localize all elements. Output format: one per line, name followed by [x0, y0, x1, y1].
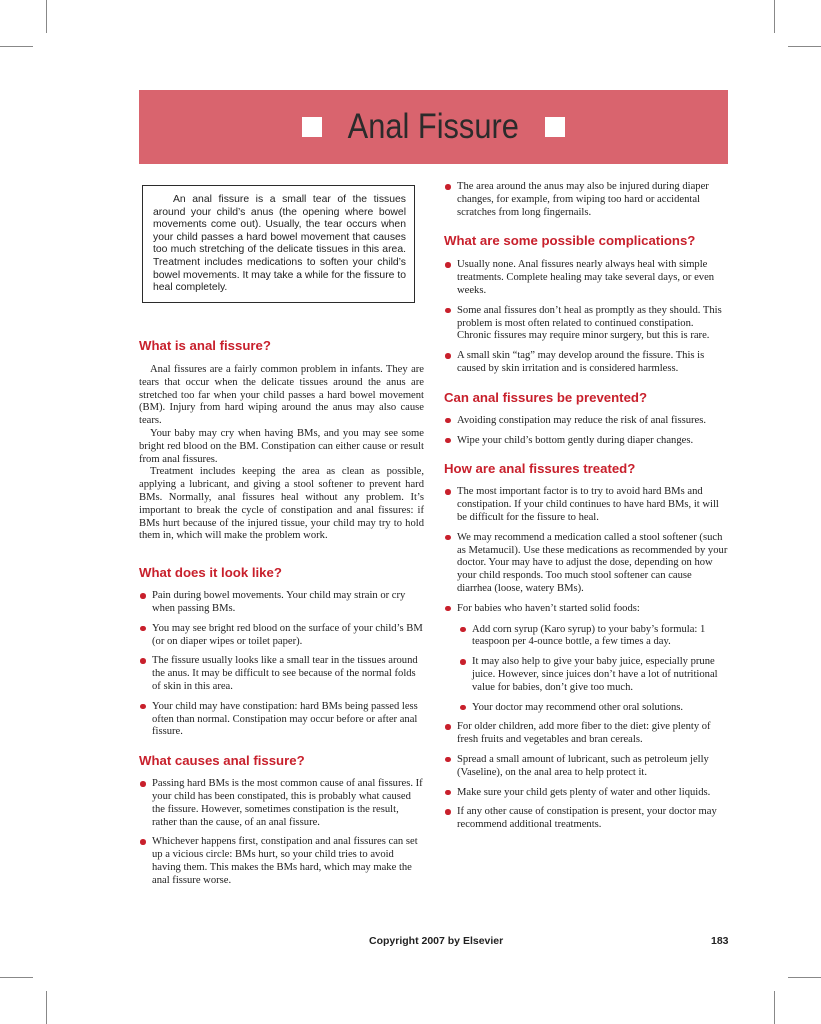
title-banner: [139, 90, 728, 164]
list-item: The most important factor is to try to avoid hard BMs and constipation. If your child continues to have hard BMs, it will be difficult for the fissure to heal.: [444, 486, 729, 524]
bullet-icon: [140, 658, 146, 664]
crop-mark: [774, 0, 775, 33]
list-item: The area around the anus may also be injured during diaper changes, for example, from wiping too hard or accidental scratches from long fingernails.: [444, 181, 729, 219]
bullet-icon: [445, 418, 451, 424]
list-item: Whichever happens first, constipation and anal fissures can set up a vicious circle: BMs hurt, so your child tries to avoid having them. This makes the BMs hard, which may make the anal fissure worse.: [139, 836, 424, 887]
list-item: Wipe your child’s bottom gently during diaper changes.: [444, 435, 729, 448]
complications-list: [444, 259, 729, 375]
list-item: For babies who haven’t started solid foods: Add corn syrup (Karo syrup) to your baby’s formula: 1 teaspoon per 4-ounce bottle, a few times a day. It may also help to give your baby juice, especially prune juice. However, since juices don’t have a lot of nutritional value for babies, don’t give too much. Your doctor may recommend other oral solutions.: [444, 603, 729, 715]
section-heading-treated: How are anal fissures treated?: [444, 461, 636, 477]
crop-mark: [788, 46, 821, 47]
bullet-icon: [445, 262, 451, 268]
bullet-icon: [445, 790, 451, 796]
list-item: You may see bright red blood on the surface of your child’s BM (or on diaper wipes or toilet paper).: [139, 623, 424, 649]
list-item: It may also help to give your baby juice, especially prune juice. However, since juices don’t have a lot of nutritional value for babies, don’t give too much.: [459, 656, 729, 694]
intro-box: [142, 185, 415, 303]
bullet-icon: [140, 781, 146, 787]
copyright-text: Copyright 2007 by Elsevier: [369, 935, 504, 947]
treated-list: [444, 486, 729, 832]
list-item: Your doctor may recommend other oral solutions.: [459, 702, 729, 715]
treated-sub-list: [457, 624, 729, 715]
intro-text: An anal fissure is a small tear of the tissues around your child’s anus (the opening where bowel movements come out). Usually, the tear occurs when your child passes a hard bowel movement that causes too much stretching of the delicate tissues in this area. Treatment includes medications to soften your child’s bowel movements. It may take a while for the fissure to heal completely.: [153, 194, 406, 294]
square-icon: [302, 117, 322, 137]
page-title: Anal Fissure: [347, 107, 520, 146]
list-item: Avoiding constipation may reduce the risk of anal fissures.: [444, 415, 729, 428]
what-is-body: [139, 364, 424, 543]
list-item: A small skin “tag” may develop around the fissure. This is caused by skin irritation and is considered harmless.: [444, 350, 729, 376]
bullet-icon: [445, 489, 451, 495]
bullet-icon: [445, 184, 451, 190]
crop-mark: [0, 46, 33, 47]
list-item: Make sure your child gets plenty of water and other liquids.: [444, 787, 729, 800]
section-heading-prevented: Can anal fissures be prevented?: [444, 389, 648, 405]
bullet-icon: [140, 839, 146, 845]
section-heading-look-like: What does it look like?: [139, 565, 282, 581]
list-item: Spread a small amount of lubricant, such as petroleum jelly (Vaseline), on the anal area to help protect it.: [444, 754, 729, 780]
list-item: We may recommend a medication called a stool softener (such as Metamucil). Use these medications as recommended by your doctor. Your may have to adjust the dose, depending on how your child responds. Too much stool softener can cause diarrhea (loose, watery BMs).: [444, 532, 729, 596]
list-item: Your child may have constipation: hard BMs being passed less often than normal. Constipation may occur before or after anal fissure.: [139, 701, 424, 739]
square-icon: [545, 117, 565, 137]
bullet-icon: [140, 626, 146, 632]
causes-list: [139, 778, 424, 887]
bullet-icon: [140, 704, 146, 710]
paragraph: Your baby may cry when having BMs, and you may see some bright red blood on the BM. Constipation can either cause or result from anal fissures.: [139, 427, 424, 465]
list-item: The fissure usually looks like a small tear in the tissues around the anus. It may be difficult to see because of the normal folds of skin in this area.: [139, 655, 424, 693]
bullet-icon: [445, 353, 451, 359]
bullet-icon: [445, 438, 451, 444]
list-item: Passing hard BMs is the most common cause of anal fissures. If your child has been constipated, this is probably what caused the fissure. However, sometimes constipation is the result, rather than the cause, of an anal fissure.: [139, 778, 424, 829]
bullet-icon: [445, 308, 451, 314]
section-heading-complications: What are some possible complications?: [444, 233, 696, 249]
list-item: Usually none. Anal fissures nearly always heal with simple treatments. Complete healing may take several days, or even weeks.: [444, 259, 729, 297]
crop-mark: [0, 977, 33, 978]
left-column: [139, 338, 424, 895]
list-item: Add corn syrup (Karo syrup) to your baby’s formula: 1 teaspoon per 4-ounce bottle, a few times a day.: [459, 624, 729, 650]
crop-mark: [46, 991, 47, 1024]
bullet-icon: [445, 724, 451, 730]
causes-list-continued: [444, 181, 729, 219]
list-item: Some anal fissures don’t heal as promptly as they should. This problem is most often related to continued constipation. Chronic fissures may require minor surgery, but this is rare.: [444, 305, 729, 343]
crop-mark: [788, 977, 821, 978]
look-like-list: [139, 590, 424, 739]
bullet-icon: [460, 627, 466, 633]
page-number: 183: [711, 935, 729, 947]
bullet-icon: [460, 659, 466, 665]
bullet-icon: [460, 705, 466, 711]
paragraph: Anal fissures are a fairly common problem in infants. They are tears that occur when the delicate tissues around the anus are stretched too far when your child passes a hard bowel movement (BM). Injury from hard wiping around the anus may also cause tears.: [139, 364, 424, 427]
right-column: [444, 181, 729, 839]
section-heading-what-is: What is anal fissure?: [139, 338, 271, 353]
bullet-icon: [445, 606, 451, 612]
crop-mark: [46, 0, 47, 33]
bullet-icon: [445, 757, 451, 763]
paragraph: Treatment includes keeping the area as clean as possible, applying a lubricant, and giving a stool softener to prevent hard BMs. Normally, anal fissures heal without any problem. It’s important to break the cycle of constipation and anal fissures: if BMs hurt because of the injured tissue, your child may try to hold them in, which will make the problem work.: [139, 466, 424, 542]
bullet-icon: [445, 809, 451, 815]
prevented-list: [444, 415, 729, 448]
bullet-icon: [140, 593, 146, 599]
list-item: Pain during bowel movements. Your child may strain or cry when passing BMs.: [139, 590, 424, 616]
section-heading-causes: What causes anal fissure?: [139, 753, 305, 769]
bullet-icon: [445, 535, 451, 541]
list-item: If any other cause of constipation is present, your doctor may recommend additional treatments.: [444, 806, 729, 832]
crop-mark: [774, 991, 775, 1024]
list-item: For older children, add more fiber to the diet: give plenty of fresh fruits and vegetables and bran cereals.: [444, 721, 729, 747]
